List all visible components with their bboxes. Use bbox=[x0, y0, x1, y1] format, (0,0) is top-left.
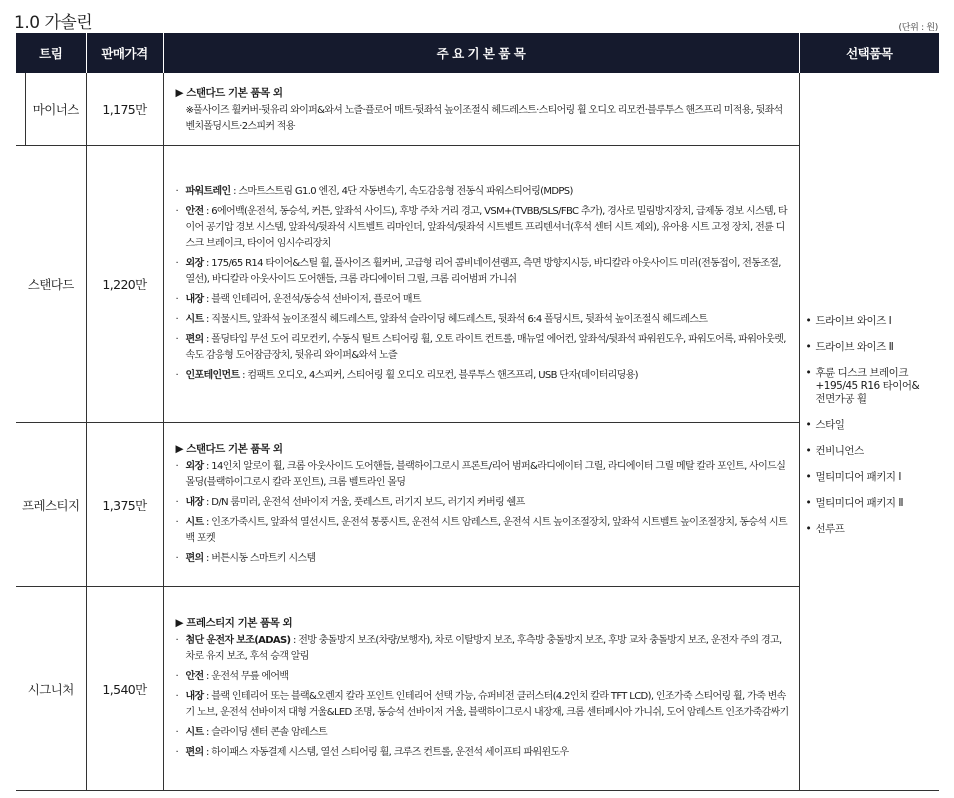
feature-item bbox=[176, 332, 789, 364]
feature-item bbox=[176, 689, 789, 721]
features-header: ▶ 스탠다드 기본 품목 외 bbox=[175, 442, 283, 455]
bullet-icon: · bbox=[175, 634, 179, 646]
feature-item bbox=[176, 204, 789, 252]
features-cell bbox=[163, 73, 799, 146]
feature-label: 인포테인먼트 bbox=[185, 370, 240, 381]
feature-label: 안전 bbox=[185, 206, 204, 217]
option-item bbox=[806, 341, 932, 354]
feature-text: : 하이패스 자동결제 시스템, 열선 스티어링 휠, 크루즈 컨트롤, 운전석 세이프티 파워윈도우 bbox=[203, 746, 569, 758]
bullet-icon: · bbox=[175, 186, 179, 197]
price-cell: 1,175만 bbox=[86, 73, 163, 146]
table-row bbox=[16, 73, 939, 146]
bullet-icon: · bbox=[175, 294, 179, 305]
feature-text: : 버튼시동 스마트키 시스템 bbox=[203, 552, 316, 564]
feature-text: : 슬라이딩 센터 콘솔 암레스트 bbox=[203, 726, 328, 738]
feature-label: 첨단 운전자 보조(ADAS) bbox=[185, 634, 291, 646]
features-header: ▶ 스탠다드 기본 품목 외 bbox=[175, 87, 283, 99]
bullet-icon: · bbox=[175, 258, 179, 269]
bullet-icon: • bbox=[805, 444, 812, 457]
option-item bbox=[806, 497, 932, 510]
option-item bbox=[806, 471, 932, 484]
feature-item bbox=[176, 515, 789, 547]
option-item bbox=[806, 315, 932, 328]
feature-text: : 175/65 R14 타이어&스틸 휠, 풀사이즈 휠커버, 고급형 리어 콤비네이션램프, 측면 방향지시등, 바디칼라 아웃사이드 미러(전동접이, 전동조절, 열선), 바디칼라 아웃사이드 도어핸들, 크롬 라디에이터 그릴, 크롬 리어범퍼 가니쉬 bbox=[185, 258, 781, 285]
feature-text: : 6에어백(운전석, 동승석, 커튼, 앞좌석 사이드), 후방 주차 거리 경고, VSM+(TVBB/SLS/FBC 추가), 경사로 밀림방지장치, 급제동 경보 시스템, 타이어 공기압 경보 시스템, 앞좌석/뒷좌석 시트벨트 리마인더, 앞좌석/뒷좌석 시트벨트 프리텐셔너(후석 센터 시트 제외), 유아용 시트 고정 장치, 전륜 디스크 브레이크, 타이어 임시수리장치 bbox=[185, 206, 788, 249]
feature-text: : 14인치 알로이 휠, 크롬 아웃사이드 도어핸들, 블랙하이그로시 프론트/리어 범퍼&라디에이터 그릴, 라디에이터 그릴 메탈 칼라 포인트, 사이드실 몰딩(블랙하이그로시 칼라 포인트), 크롬 벨트라인 몰딩 bbox=[185, 460, 786, 488]
option-label: 드라이브 와이즈 Ⅰ bbox=[815, 314, 892, 327]
feature-text: : 폴딩타입 무선 도어 리모컨키, 수동식 틸트 스티어링 휠, 오토 라이트 컨트롤, 매뉴얼 에어컨, 앞좌석/뒷좌석 파워윈도우, 파워도어록, 파워아웃렛, 속도 감응형 도어잠금장치, 뒷유리 와이퍼&와셔 노즐 bbox=[185, 334, 786, 361]
feature-label: 편의 bbox=[185, 552, 204, 564]
bullet-icon: · bbox=[175, 690, 179, 702]
price-cell: 1,540만 bbox=[86, 587, 163, 791]
feature-item bbox=[176, 669, 789, 685]
header-options: 선택품목 bbox=[799, 33, 939, 73]
bullet-icon: · bbox=[175, 726, 179, 738]
option-label: 드라이브 와이즈 Ⅱ bbox=[815, 340, 894, 353]
feature-text: : 전방 충돌방지 보조(차량/보행자), 차로 이탈방지 보조, 후측방 충돌방지 보조, 후방 교차 충돌방지 보조, 운전자 주의 경고, 차로 유지 보조, 후석 승객 알림 bbox=[185, 634, 782, 662]
features-cell bbox=[163, 146, 799, 423]
feature-label: 내장 bbox=[185, 294, 204, 305]
trim-cell bbox=[16, 73, 86, 146]
option-label: 멀티미디어 패키지 Ⅱ bbox=[815, 496, 903, 509]
trim-spec-table bbox=[16, 33, 939, 791]
feature-label: 외장 bbox=[185, 460, 204, 472]
header-price: 판매가격 bbox=[86, 33, 163, 73]
bullet-icon: · bbox=[175, 314, 179, 325]
feature-item bbox=[176, 368, 789, 384]
feature-item bbox=[176, 495, 789, 511]
feature-item bbox=[176, 292, 789, 308]
table-header-row bbox=[16, 33, 939, 73]
trim-cell: 스탠다드 bbox=[16, 146, 86, 423]
feature-label: 파워트레인 bbox=[185, 186, 231, 197]
option-label: 스타일 bbox=[815, 418, 845, 431]
feature-item bbox=[176, 725, 789, 741]
feature-label: 편의 bbox=[185, 334, 204, 345]
features-cell bbox=[163, 587, 799, 791]
feature-label: 안전 bbox=[185, 670, 204, 682]
option-label: 후륜 디스크 브레이크 +195/45 R16 타이어& 전면가공 휠 bbox=[815, 366, 920, 405]
feature-label: 내장 bbox=[185, 496, 204, 508]
feature-item bbox=[176, 256, 789, 288]
feature-item bbox=[176, 745, 789, 761]
options-cell bbox=[799, 73, 939, 791]
bullet-icon: · bbox=[175, 334, 179, 345]
bullet-icon: · bbox=[175, 460, 179, 472]
feature-item bbox=[176, 633, 789, 665]
unit-note: (단위 : 원) bbox=[898, 23, 938, 33]
options-list bbox=[800, 315, 940, 536]
feature-item bbox=[176, 551, 789, 567]
feature-label: 시트 bbox=[185, 516, 204, 528]
feature-item bbox=[176, 312, 789, 328]
trim-cell: 시그니처 bbox=[16, 587, 86, 791]
feature-label: 외장 bbox=[185, 258, 204, 269]
features-cell bbox=[163, 423, 799, 587]
bullet-icon: · bbox=[175, 552, 179, 564]
bullet-icon: • bbox=[805, 496, 812, 509]
feature-item bbox=[176, 184, 789, 200]
feature-text: : 컴팩트 오디오, 4스피커, 스티어링 휠 오디오 리모컨, 블루투스 핸즈프리, USB 단자(데이터리딩용) bbox=[239, 370, 638, 381]
features-note: ※풀사이즈 휠커버·뒷유리 와이퍼&와셔 노즐·플로어 매트·뒷좌석 높이조절식 헤드레스트·스티어링 휠 오디오 리모컨·블루투스 핸즈프리 미적용, 뒷좌석 벤치폴딩시트·2스피커 적용 bbox=[185, 105, 783, 132]
feature-text: : D/N 룸미러, 운전석 선바이저 거울, 풋레스트, 러기지 보드, 러기지 커버링 쉘프 bbox=[203, 496, 525, 508]
bullet-icon: • bbox=[805, 418, 812, 431]
bullet-icon: · bbox=[175, 746, 179, 758]
bullet-icon: · bbox=[175, 670, 179, 682]
option-label: 컨비니언스 bbox=[815, 444, 864, 457]
bullet-icon: • bbox=[805, 366, 812, 379]
bullet-icon: · bbox=[175, 370, 179, 381]
feature-text: : 스마트스트림 G1.0 엔진, 4단 자동변속기, 속도감응형 전동식 파워스티어링(MDPS) bbox=[230, 186, 573, 197]
option-label: 멀티미디어 패키지 Ⅰ bbox=[815, 470, 901, 483]
feature-text: : 직물시트, 앞좌석 높이조절식 헤드레스트, 앞좌석 슬라이딩 헤드레스트, 뒷좌석 6:4 폴딩시트, 뒷좌석 높이조절식 헤드레스트 bbox=[203, 314, 708, 325]
trim-name: 마이너스 bbox=[32, 102, 79, 117]
page-title: 1.0 가솔린 bbox=[14, 13, 93, 33]
bullet-icon: • bbox=[805, 340, 812, 353]
feature-label: 내장 bbox=[185, 690, 204, 702]
feature-label: 편의 bbox=[185, 746, 204, 758]
bullet-icon: · bbox=[175, 516, 179, 528]
feature-label: 시트 bbox=[185, 726, 204, 738]
feature-label: 시트 bbox=[185, 314, 204, 325]
header-features: 주 요 기 본 품 목 bbox=[163, 33, 799, 73]
bullet-icon: · bbox=[175, 206, 179, 217]
features-header: ▶ 프레스티지 기본 품목 외 bbox=[175, 616, 293, 629]
option-item bbox=[806, 419, 932, 432]
option-item bbox=[806, 445, 932, 458]
price-cell: 1,220만 bbox=[86, 146, 163, 423]
feature-text: : 운전석 무릎 에어백 bbox=[203, 670, 289, 682]
feature-text: : 인조가죽시트, 앞좌석 열선시트, 운전석 통풍시트, 운전석 시트 암레스트, 운전석 시트 높이조절장치, 앞좌석 시트벨트 높이조절장치, 동승석 시트백 포켓 bbox=[185, 516, 787, 544]
feature-text: : 블랙 인테리어, 운전석/동승석 선바이저, 플로어 매트 bbox=[203, 294, 421, 305]
price-cell: 1,375만 bbox=[86, 423, 163, 587]
header-trim: 트림 bbox=[16, 33, 86, 73]
bullet-icon: · bbox=[175, 496, 179, 508]
option-item bbox=[806, 367, 932, 406]
option-item bbox=[806, 523, 932, 536]
bullet-icon: • bbox=[805, 522, 812, 535]
trim-cell: 프레스티지 bbox=[16, 423, 86, 587]
bullet-icon: • bbox=[805, 314, 812, 327]
feature-text: : 블랙 인테리어 또는 블랙&오렌지 칼라 포인트 인테리어 선택 가능, 슈퍼비전 클러스터(4.2인치 칼라 TFT LCD), 인조가죽 스티어링 휠, 가죽 변속기 노브, 운전석 선바이저 대형 거울&LED 조명, 동승석 선바이저 거울, 블랙하이그로시 내장재, 크롬 센터페시아 가니쉬, 도어 암레스트 인조가죽감싸기 bbox=[185, 690, 789, 718]
bullet-icon: • bbox=[805, 470, 812, 483]
feature-item bbox=[176, 459, 789, 491]
option-label: 선루프 bbox=[815, 522, 845, 535]
